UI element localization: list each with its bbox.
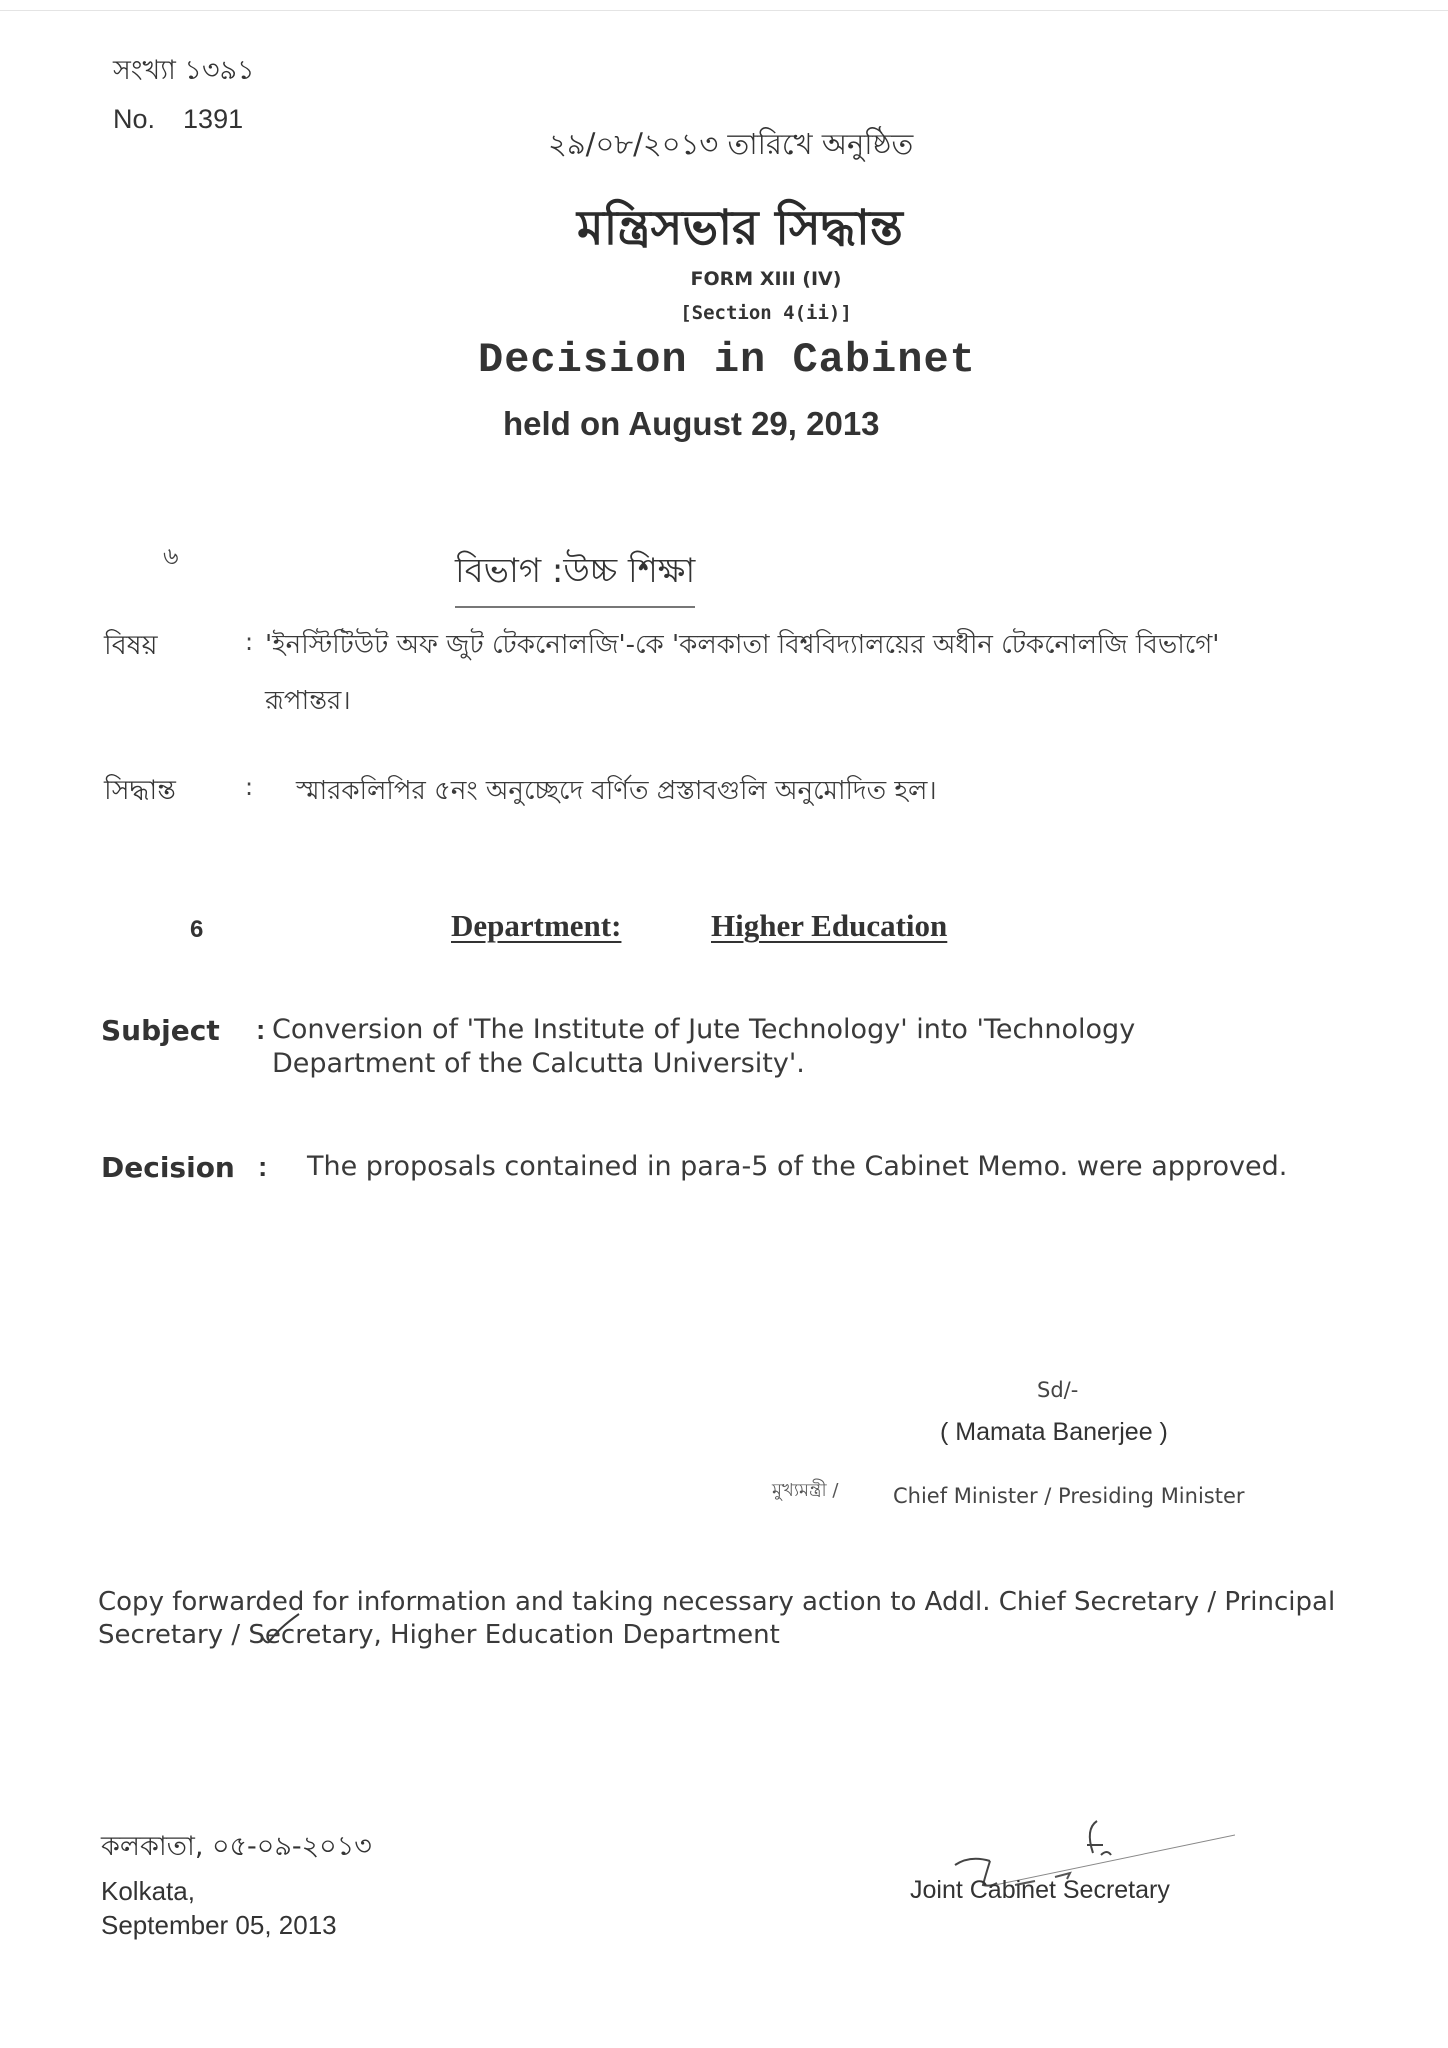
item-number-bengali: ৬ — [163, 542, 179, 570]
subject-text-bengali-line1: 'ইনস্টিটিউট অফ জুট টেকনোলজি'-কে 'কলকাতা বিশ্ববিদ্যালয়ের অধীন টেকনোলজি বিভাগে' — [265, 630, 1220, 660]
form-number: FORM XIII (IV) — [690, 268, 842, 290]
serial-label: No. — [113, 104, 156, 134]
place-date-bengali: কলকাতা, ০৫-০৯-২০১৩ — [101, 1831, 372, 1862]
signed-marker: Sd/- — [1037, 1378, 1079, 1402]
decision-colon-bengali: : — [245, 773, 254, 801]
serial-number-english — [113, 104, 243, 135]
issuer-title: Joint Cabinet Secretary — [910, 1876, 1170, 1904]
serial-value: 1391 — [183, 104, 244, 134]
decision-colon: : — [258, 1151, 268, 1182]
subject-label: Subject — [101, 1014, 220, 1047]
copy-forwarded-line1: Copy forwarded for information and taking necessary action to Addl. Chief Secretary / Principal — [98, 1587, 1336, 1617]
page-top-edge — [0, 10, 1448, 11]
copy-forwarded-line2: Secretary / Secretary, Higher Education Department — [98, 1620, 780, 1650]
subject-text-line2: Department of the Calcutta University'. — [272, 1048, 805, 1079]
decision-text: The proposals contained in para-5 of the Cabinet Memo. were approved. — [307, 1151, 1288, 1182]
handwritten-tick-mark-icon — [255, 1610, 305, 1650]
place-english: Kolkata, — [101, 1876, 195, 1906]
item-number-english: 6 — [190, 916, 204, 943]
department-label: Department: — [451, 908, 622, 943]
department-bengali: বিভাগ :উচ্চ শিক্ষা — [455, 545, 695, 608]
subject-label-bengali: বিষয় — [104, 630, 158, 661]
held-date-bengali: ২৯/০৮/২০১৩ তারিখে অনুষ্ঠিত — [548, 127, 914, 161]
decision-text-bengali: স্মারকলিপির ৫নং অনুচ্ছেদে বর্ণিত প্রস্তাবগুলি অনুমোদিত হল। — [296, 776, 937, 806]
subject-text-bengali-line2: রূপান্তর। — [265, 686, 351, 716]
title-english: Decision in Cabinet — [478, 336, 976, 384]
signatory-role-bengali: মুখ্যমন্ত্রী / — [772, 1480, 839, 1501]
serial-number-bengali: সংখ্যা ১৩৯১ — [113, 55, 255, 86]
signatory-name: ( Mamata Banerjee ) — [940, 1418, 1168, 1446]
held-date-english: held on August 29, 2013 — [503, 405, 880, 442]
department-value: Higher Education — [711, 908, 948, 943]
signatory-role-english: Chief Minister / Presiding Minister — [893, 1484, 1245, 1508]
issue-date-english: September 05, 2013 — [101, 1910, 337, 1940]
section-reference: [Section 4(ii)] — [680, 302, 852, 324]
subject-text-line1: Conversion of 'The Institute of Jute Technology' into 'Technology — [272, 1014, 1136, 1045]
subject-colon: : — [256, 1014, 266, 1045]
decision-label-bengali: সিদ্ধান্ত — [104, 775, 176, 806]
decision-label: Decision — [101, 1151, 235, 1184]
subject-colon-bengali: : — [245, 628, 254, 656]
title-bengali: মন্ত্রিসভার সিদ্ধান্ত — [577, 200, 903, 256]
